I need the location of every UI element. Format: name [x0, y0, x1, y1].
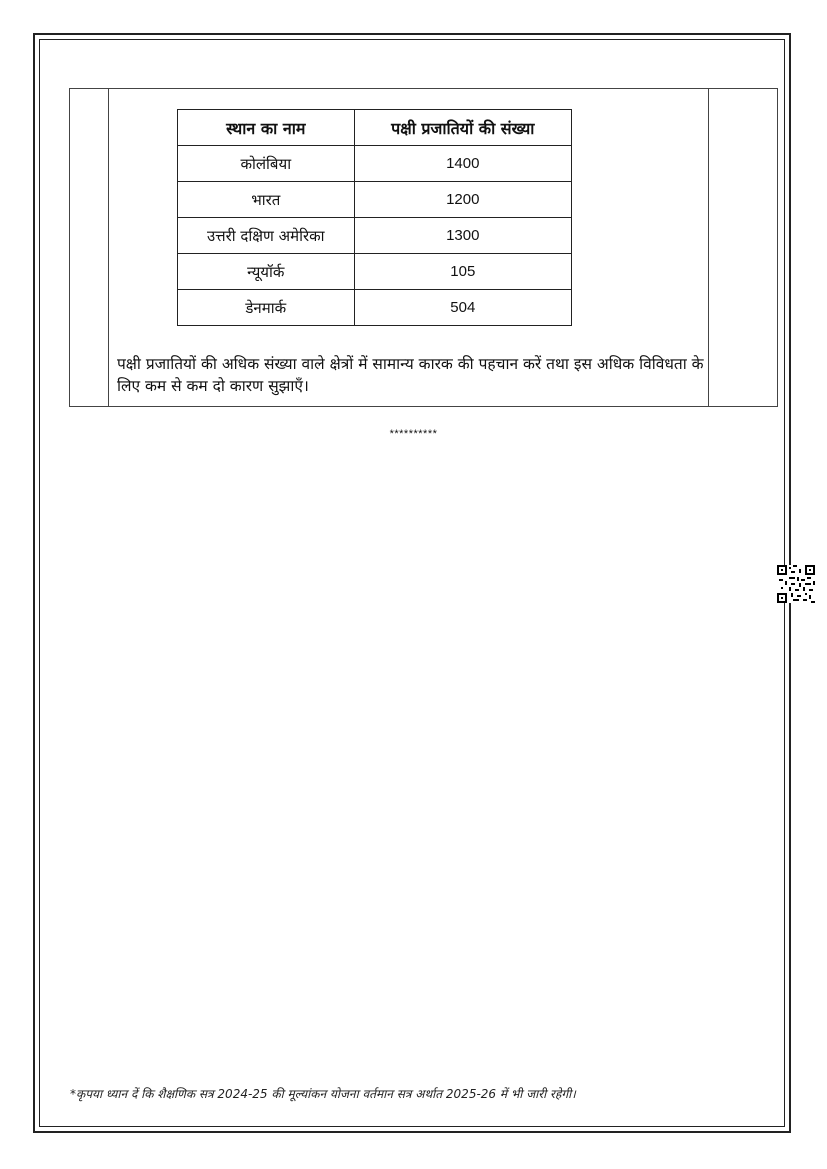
end-marker: **********: [389, 428, 438, 440]
header-place: स्थान का नाम: [178, 110, 355, 146]
table-row: [178, 182, 572, 218]
cell-place: कोलंबिया: [178, 146, 355, 182]
table-row: [178, 146, 572, 182]
question-number-column: [70, 89, 109, 406]
qr-code-icon: [777, 565, 815, 603]
cell-count: 504: [354, 290, 571, 326]
marks-column: [708, 89, 777, 406]
footnote: *कृपया ध्यान दें कि शैक्षणिक सत्र 2024-25 की मूल्यांकन योजना वर्तमान सत्र अर्थात 2025-26 में भी जारी रहेगी।: [70, 1087, 576, 1101]
cell-count: 1200: [354, 182, 571, 218]
cell-count: 1400: [354, 146, 571, 182]
table-row: [178, 218, 572, 254]
cell-count: 1300: [354, 218, 571, 254]
question-text: पक्षी प्रजातियों की अधिक संख्या वाले क्षेत्रों में सामान्य कारक की पहचान करें तथा इस अधिक विविधता के लिए कम से कम दो कारण सुझाएँ।: [117, 355, 704, 395]
table-row: [178, 290, 572, 326]
cell-count: 105: [354, 254, 571, 290]
cell-place: न्यूयॉर्क: [178, 254, 355, 290]
table-row: [178, 254, 572, 290]
header-species-count: पक्षी प्रजातियों की संख्या: [354, 110, 571, 146]
cell-place: डेनमार्क: [178, 290, 355, 326]
cell-place: भारत: [178, 182, 355, 218]
table-header-row: [178, 110, 572, 146]
bird-species-table: [177, 109, 572, 326]
cell-place: उत्तरी दक्षिण अमेरिका: [178, 218, 355, 254]
question-frame: [69, 88, 778, 407]
